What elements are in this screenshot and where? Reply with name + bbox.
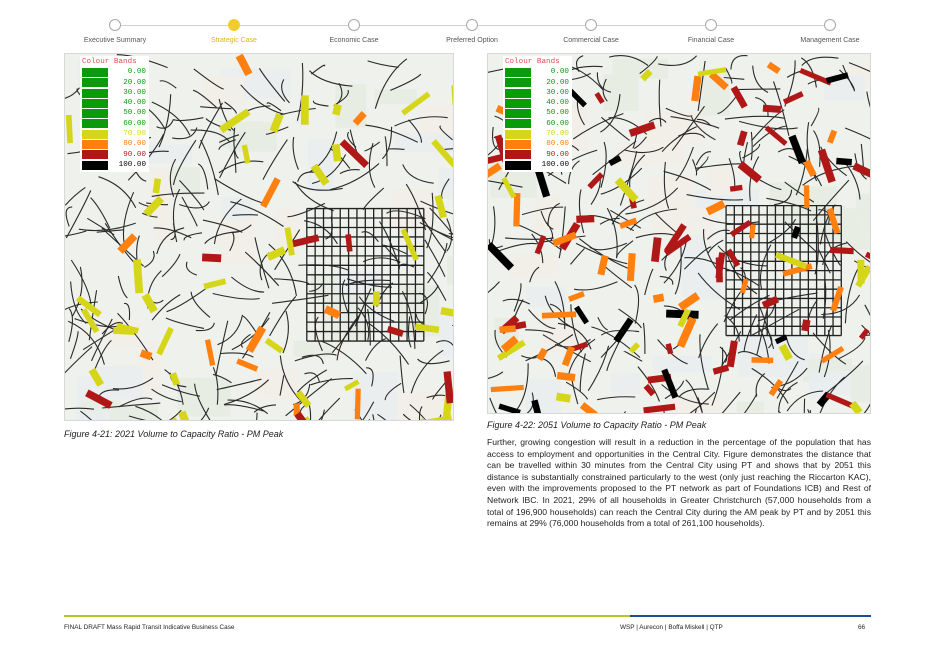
congested-road-segment xyxy=(173,373,177,384)
congested-road-segment xyxy=(202,257,221,258)
legend-value: 100.00 xyxy=(118,160,146,169)
legend-band xyxy=(505,108,569,118)
legend-band xyxy=(505,88,569,98)
step-management-case[interactable] xyxy=(775,16,885,44)
congested-road-segment xyxy=(695,76,698,101)
legend-title: Colour Bands xyxy=(505,58,560,66)
congested-road-segment xyxy=(730,187,742,189)
legend-band xyxy=(82,98,146,108)
congested-road-segment xyxy=(557,375,575,377)
congested-road-segment xyxy=(601,256,605,275)
legend-value: 20.00 xyxy=(546,78,569,87)
step-label: Commercial Case xyxy=(563,37,619,44)
legend-value: 80.00 xyxy=(123,140,146,149)
congested-road-segment xyxy=(630,253,632,281)
step-dot xyxy=(824,19,836,31)
legend-value: 90.00 xyxy=(546,150,569,159)
congested-road-segment xyxy=(141,353,151,357)
land-patch xyxy=(738,333,807,377)
body-paragraph: Further, growing congestion will result in a reduction in the percentage of the population that has access to employment and opportunities in the Central City. Figure demonstrates the distance that can be travelled within 30 minutes from the Central City using PT and shows that by 2051 this distance is substantially constrained particularly to the west (only just reaching the Riccarton KAC), even with the improvements proposed to the PT network as part of Foundations ICB) and Rest of Network IBC. In 2021, 29% of all households in Greater Christchurch (57,000 households from a total of 196,900 households) can reach the Central City during the AM peak by PT and by 2051 this remains at 29% (76,000 households from a total of 261,100 households). xyxy=(487,437,871,529)
legend-band xyxy=(505,119,569,129)
step-label: Economic Case xyxy=(329,37,379,44)
footer-rule-blue xyxy=(630,615,871,617)
congested-road-segment xyxy=(500,329,516,330)
legend-value: 40.00 xyxy=(546,99,569,108)
congested-road-segment xyxy=(447,372,450,404)
step-financial-case[interactable] xyxy=(656,16,766,44)
legend-band xyxy=(82,129,146,139)
legend-value: 70.00 xyxy=(546,130,569,139)
congested-road-segment xyxy=(655,238,658,262)
congested-road-segment xyxy=(415,327,439,330)
congested-road-segment xyxy=(542,314,576,315)
legend-swatch xyxy=(82,89,108,98)
legend-band xyxy=(82,108,146,118)
step-dot xyxy=(348,19,360,31)
land-patch xyxy=(308,139,334,191)
congested-road-segment xyxy=(830,250,854,251)
legend-title: Colour Bands xyxy=(82,58,137,66)
step-executive-summary[interactable] xyxy=(60,16,170,44)
congested-road-segment xyxy=(244,145,248,163)
legend-swatch xyxy=(82,119,108,128)
legend-band xyxy=(505,78,569,88)
step-label: Management Case xyxy=(800,37,860,44)
legend-value: 80.00 xyxy=(546,140,569,149)
legend-swatch xyxy=(82,78,108,87)
legend-swatch xyxy=(82,130,108,139)
legend-band xyxy=(82,67,146,77)
figure-caption-right: Figure 4-22: 2051 Volume to Capacity Ratio - PM Peak xyxy=(487,420,707,430)
step-strategic-case[interactable] xyxy=(179,16,289,44)
congested-road-segment xyxy=(137,259,139,293)
step-dot-active xyxy=(228,19,240,31)
local-road xyxy=(389,149,405,150)
legend-swatch xyxy=(505,89,531,98)
congested-road-segment xyxy=(348,234,350,251)
legend-swatch xyxy=(82,68,108,77)
land-patch xyxy=(374,89,416,104)
congested-road-segment xyxy=(644,407,676,411)
legend-swatch xyxy=(505,161,531,170)
congested-road-segment xyxy=(388,329,403,334)
congested-road-segment xyxy=(357,389,358,420)
step-dot xyxy=(585,19,597,31)
legend-value: 0.00 xyxy=(127,68,146,77)
legend-swatch xyxy=(505,78,531,87)
footer-consortium: WSP | Aurecon | Boffa Miskell | QTP xyxy=(620,624,723,631)
land-patch xyxy=(837,208,870,249)
legend-value: 100.00 xyxy=(541,160,569,169)
step-dot xyxy=(109,19,121,31)
figure-caption-left: Figure 4-21: 2021 Volume to Capacity Ratio - PM Peak xyxy=(64,429,284,439)
step-label: Preferred Option xyxy=(446,37,498,44)
congested-road-segment xyxy=(516,193,517,226)
legend-swatch xyxy=(82,109,108,118)
legend-value: 60.00 xyxy=(123,119,146,128)
legend-band xyxy=(505,98,569,108)
colour-bands-legend xyxy=(503,56,572,172)
legend-band xyxy=(505,67,569,77)
legend-swatch xyxy=(505,119,531,128)
legend-value: 30.00 xyxy=(123,88,146,97)
step-label: Executive Summary xyxy=(83,37,147,44)
legend-band xyxy=(505,129,569,139)
colour-bands-legend xyxy=(80,56,149,172)
land-patch xyxy=(649,176,693,207)
legend-band xyxy=(82,139,146,149)
land-patch xyxy=(851,365,871,402)
legend-value: 50.00 xyxy=(546,109,569,118)
map-2051-vc-ratio xyxy=(487,53,871,414)
land-patch xyxy=(616,142,684,164)
legend-swatch xyxy=(82,99,108,108)
congested-road-segment xyxy=(156,179,158,193)
legend-rows xyxy=(82,67,146,170)
congested-road-segment xyxy=(752,360,774,361)
congested-road-segment xyxy=(794,227,798,238)
legend-band xyxy=(505,160,569,170)
congested-road-segment xyxy=(69,115,70,143)
legend-value: 60.00 xyxy=(546,119,569,128)
legend-band xyxy=(82,160,146,170)
local-road xyxy=(736,89,780,90)
congested-road-segment xyxy=(805,320,807,331)
step-commercial-case[interactable] xyxy=(536,16,646,44)
legend-band xyxy=(82,150,146,160)
step-economic-case[interactable] xyxy=(299,16,409,44)
legend-value: 90.00 xyxy=(123,150,146,159)
legend-band xyxy=(82,78,146,88)
legend-swatch xyxy=(505,68,531,77)
land-patch xyxy=(737,402,764,414)
congested-road-segment xyxy=(113,331,134,332)
congested-road-segment xyxy=(336,105,338,115)
legend-swatch xyxy=(82,140,108,149)
congested-road-segment xyxy=(751,224,753,238)
legend-value: 50.00 xyxy=(123,109,146,118)
step-dot xyxy=(705,19,717,31)
legend-band xyxy=(505,150,569,160)
step-preferred-option[interactable] xyxy=(417,16,527,44)
congested-road-segment xyxy=(666,314,698,315)
footer-page-number: 66 xyxy=(858,624,866,631)
legend-swatch xyxy=(505,99,531,108)
congested-road-segment xyxy=(763,108,781,109)
legend-swatch xyxy=(505,130,531,139)
congested-road-segment xyxy=(576,219,594,220)
congested-road-segment xyxy=(740,131,744,145)
land-patch xyxy=(534,195,559,230)
legend-rows xyxy=(505,67,569,170)
congested-road-segment xyxy=(836,161,851,162)
legend-value: 40.00 xyxy=(123,99,146,108)
congested-road-segment xyxy=(653,297,663,299)
congested-road-segment xyxy=(668,344,671,354)
legend-swatch xyxy=(82,161,108,170)
footer-document-title: FINAL DRAFT Mass Rapid Transit Indicative Business Case xyxy=(64,624,235,631)
land-patch xyxy=(447,257,454,285)
legend-swatch xyxy=(82,150,108,159)
step-dot xyxy=(466,19,478,31)
congested-road-segment xyxy=(441,311,454,315)
land-patch xyxy=(510,255,559,279)
congested-road-segment xyxy=(730,341,734,367)
local-road xyxy=(804,399,805,414)
congested-road-segment xyxy=(491,387,524,389)
step-label: Strategic Case xyxy=(211,37,257,44)
land-patch xyxy=(525,379,561,414)
land-patch xyxy=(221,197,252,219)
legend-value: 20.00 xyxy=(123,78,146,87)
step-label: Financial Case xyxy=(687,37,735,44)
land-patch xyxy=(682,268,704,298)
congested-road-segment xyxy=(713,368,728,372)
legend-swatch xyxy=(505,109,531,118)
legend-band xyxy=(82,119,146,129)
legend-swatch xyxy=(505,150,531,159)
land-patch xyxy=(706,166,734,195)
legend-band xyxy=(82,88,146,98)
legend-band xyxy=(505,139,569,149)
map-2021-vc-ratio xyxy=(64,53,454,421)
land-patch xyxy=(172,167,200,196)
land-patch xyxy=(439,314,454,357)
congested-road-segment xyxy=(719,257,720,282)
land-patch xyxy=(769,183,800,225)
legend-value: 0.00 xyxy=(550,68,569,77)
legend-value: 70.00 xyxy=(123,130,146,139)
legend-value: 30.00 xyxy=(546,88,569,97)
land-patch xyxy=(603,74,638,110)
progress-nav xyxy=(64,16,871,48)
land-patch xyxy=(611,373,640,394)
congested-road-segment xyxy=(556,396,570,398)
congested-road-segment xyxy=(336,144,338,161)
legend-swatch xyxy=(505,140,531,149)
land-patch xyxy=(256,369,300,399)
